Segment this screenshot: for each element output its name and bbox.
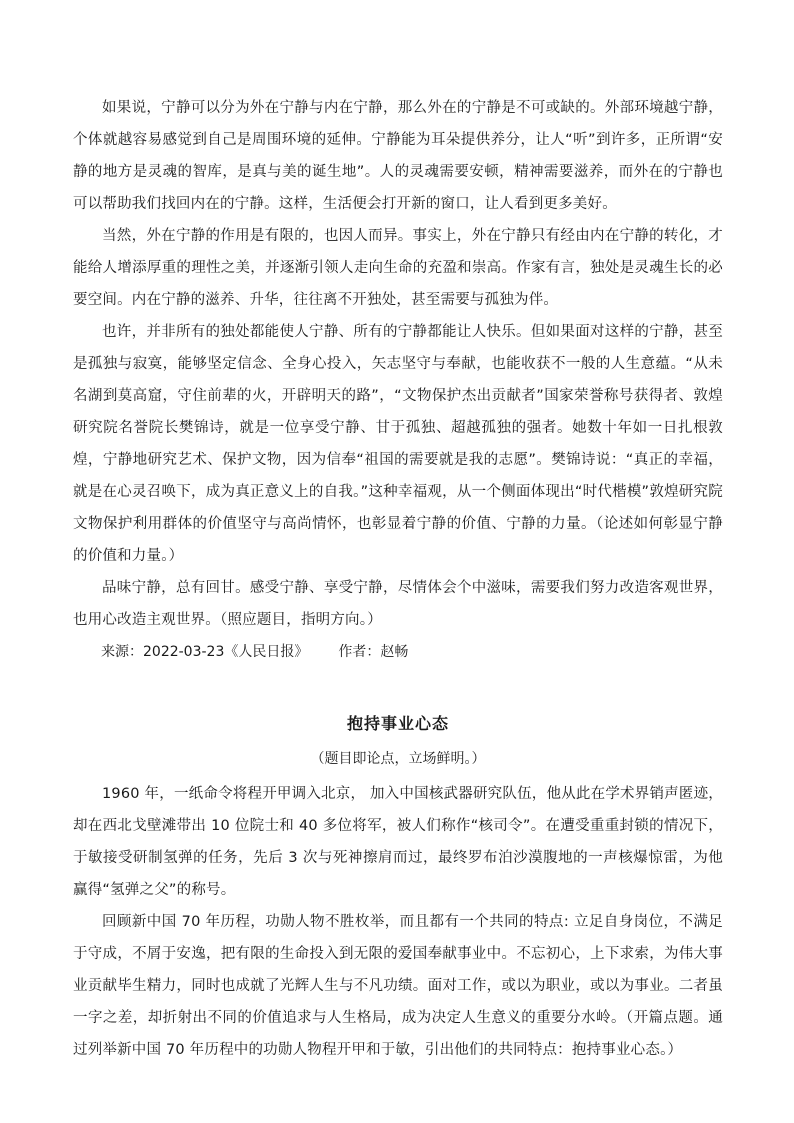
source-line bbox=[101, 636, 723, 668]
article-subtitle: （题目即论点，立场鲜明。） bbox=[310, 751, 486, 767]
author-text: 作者：赵畅 bbox=[338, 644, 409, 660]
paragraph: 品味宁静，总有回甘。感受宁静、享受宁静，尽情体会个中滋味，需要我们努力改造客观世界，也用心改造主观世界。（照应题目，指明方向。） bbox=[73, 580, 723, 628]
document-page bbox=[73, 92, 723, 1066]
paragraph: 也许，并非所有的独处都能使人宁静、所有的宁静都能让人快乐。但如果面对这样的宁静，甚至是孤独与寂寞，能够坚定信念、全身心投入，矢志坚守与奉献，也能收获不一般的人生意蕴。“从未名湖到莫高窟，守住前辈的火，开辟明天的路”，“文物保护杰出贡献者”国家荣誉称号获得者、敦煌研究院名誉院长樊锦诗，就是一位享受宁静、甘于孤独、超越孤独的强者。她数十年如一日扎根敦煌，宁静地研究艺术、保护文物，因为信奉“祖国的需要就是我的志愿”。樊锦诗说：“真正的幸福，就是在心灵召唤下，成为真正意义上的自我。”这种幸福观，从一个侧面体现出“时代楷模”敦煌研究院文物保护利用群体的价值坚守与高尚情怀，也彰显着宁静的价值、宁静的力量。（论述如何彰显宁静的价值和力量。） bbox=[73, 324, 723, 564]
paragraph: 当然，外在宁静的作用是有限的，也因人而异。事实上，外在宁静只有经由内在宁静的转化，才能给人增添厚重的理性之美，并逐渐引领人走向生命的充盈和崇高。作家有言，独处是灵魂生长的必要空间。内在宁静的滋养、升华，往往离不开独处，甚至需要与孤独为伴。 bbox=[73, 228, 723, 308]
paragraph: 回顾新中国 70 年历程，功勋人物不胜枚举，而且都有一个共同的特点: 立足自身岗位，不满足于守成，不屑于安逸，把有限的生命投入到无限的爱国奉献事业中。不忘初心，上下求索，为伟大事业贡献毕生精力，同时也成就了光辉人生与不凡功绩。面对工作，或以为职业，或以为事业。二者虽一字之差，却折射出不同的价值追求与人生格局，成为决定人生意义的重要分水岭。（开篇点题。通过列举新中国 70 年历程中的功勋人物程开甲和于敏，引出他们的共同特点：抱持事业心态。） bbox=[73, 914, 723, 1058]
paragraph: 如果说，宁静可以分为外在宁静与内在宁静，那么外在的宁静是不可或缺的。外部环境越宁静，个体就越容易感觉到自己是周围环境的延伸。宁静能为耳朵提供养分，让人“听”到许多，正所谓“安静的地方是灵魂的智库，是真与美的诞生地”。人的灵魂需要安顿，精神需要滋养，而外在的宁静也可以帮助我们找回内在的宁静。这样，生活便会打开新的窗口，让人看到更多美好。 bbox=[73, 100, 723, 212]
paragraph: 1960 年，一纸命令将程开甲调入北京， 加入中国核武器研究队伍，他从此在学术界销声匿迹，却在西北戈壁滩带出 10 位院士和 40 多位将军，被人们称作“核司令”。在遭受重重封锁的情况下，于敏接受研制氢弹的任务，先后 3 次与死神擦肩而过，最终罗布泊沙漠腹地的一声核爆惊雷，为他赢得“氢弹之父”的称号。 bbox=[73, 786, 723, 898]
source-text: 来源：2022-03-23《人民日报》 bbox=[101, 644, 309, 660]
article-title: 抱持事业心态 bbox=[346, 714, 449, 733]
